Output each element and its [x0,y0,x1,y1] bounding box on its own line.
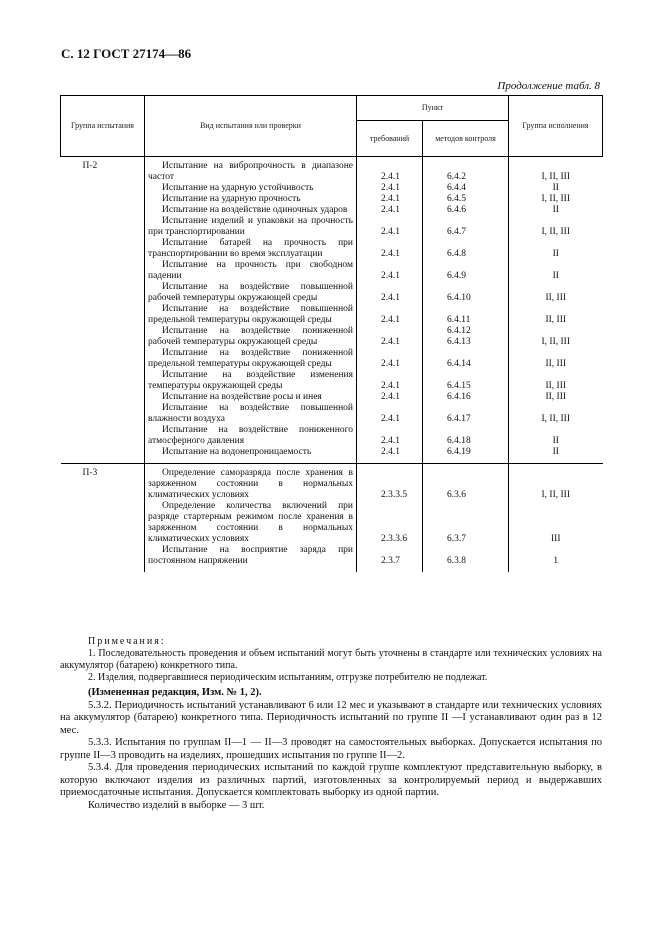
exec-group: I, II, III [509,157,603,184]
req-clause: 2.4.1 [357,348,423,370]
test-name: Испытание на воздействие пониженной рабочей температуры окружающей среды [145,326,357,348]
header-kind: Вид испытания или проверки [145,96,357,157]
exec-group: II, III [545,293,567,303]
method-clause: 6.4.17 [423,403,509,425]
req-clause: 2.4.1 [357,194,423,205]
method-clause: 6.4.5 [423,194,509,205]
req-clause: 2.4.1 [357,447,423,464]
revision-note: (Измененная редакция, Изм. № 1, 2). [88,687,262,698]
test-name: Определение саморазряда после хранения в заряженном состоянии в нормальных климатических условиях [145,464,357,502]
test-name: Испытание на восприятие заряда при постоянном напряжении [145,545,357,572]
test-name: Испытание на водонепроницаемость [145,447,357,464]
method-clause: 6.4.9 [423,260,509,282]
req-clause: 2.4.1 [357,370,423,392]
exec-group: 1 [553,556,559,566]
test-name: Испытание на воздействие повышенной предельной температуры окружающей среды [145,304,357,326]
method-clause: 6.4.12 6.4.13 [423,326,509,348]
req-clause: 2.3.7 [357,545,423,572]
test-table [60,95,603,572]
method-clause: 6.3.8 [423,545,509,572]
req-clause: 2.4.1 [357,216,423,238]
paragraph-5-3-3: 5.3.3. Испытания по группам II—1 — II—3 проводят на самостоятельных выборках. Допускается испытания по группе II—3 проводить на изделиях, прошедших испытания по группе II—2. [60,737,602,761]
req-clause: 2.3.3.6 [357,501,423,545]
header-punkt: Пункт [357,96,509,121]
exec-group: I, II, III [541,337,570,347]
req-clause: 2.4.1 [357,392,423,403]
header-exec: Группа исполнения [509,96,603,157]
exec-group: II [552,183,559,193]
test-name: Испытание на воздействие одиночных ударов [145,205,357,216]
page-header: С. 12 ГОСТ 27174—86 [61,46,192,61]
method-clause: 6.4.10 [423,282,509,304]
req-clause: 2.4.1 [357,403,423,425]
test-name: Испытание на воздействие пониженного атмосферного давления [145,425,357,447]
exec-group: II [552,205,559,215]
note-1: 1. Последовательность проведения и объем испытаний могут быть уточнены в стандарте или технических условиях на аккумулятор (батарею) конкретного типа. [60,648,602,671]
exec-group: I, II, III [541,194,570,204]
notes-block [60,636,602,684]
method-clause: 6.4.14 [423,348,509,370]
method-clause: 6.4.8 [423,238,509,260]
req-clause: 2.4.1 [357,282,423,304]
exec-group: III [551,534,561,544]
exec-group: II, III [545,315,567,325]
test-name: Испытание на воздействие повышенной влажности воздуха [145,403,357,425]
req-clause: 2.3.3.5 [357,464,423,502]
table-row [61,157,603,184]
paragraph-5-3-4: 5.3.4. Для проведения периодических испытаний по каждой группе комплектуют представительную выборку, в которую включают изделия из различных партий, изготовленных за контролируемый период и выдержавших приемосдаточные испытания. Допускается комплектовать выборку из одной партии. [60,762,602,798]
exec-group: II [552,249,559,259]
method-clause: 6.4.6 [423,205,509,216]
sample-size: Количество изделий в выборке — 3 шт. [88,799,265,811]
req-clause: 2.4.1 [357,304,423,326]
header-methods: методов контроля [423,121,509,157]
req-clause: 2.4.1 [357,205,423,216]
test-name: Определение количества включений при разряде стартерным режимом после хранения в заряженном состоянии в нормальных климатических условиях [145,501,357,545]
test-name: Испытание на воздействие изменения температуры окружающей среды [145,370,357,392]
group-name: П-3 [61,464,145,573]
notes-heading: Примечания: [88,636,166,647]
exec-group: II [552,447,559,457]
method-clause: 6.3.6 [423,464,509,502]
table-row [61,464,603,502]
req-clause: 2.4.1 [357,326,423,348]
method-clause: 6.4.16 [423,392,509,403]
group-name: П-2 [61,157,145,464]
test-name: Испытание на вибропрочность в диапазоне частот [145,157,357,184]
header-req: требований [357,121,423,157]
test-name: Испытание на воздействие повышенной рабочей температуры окружающей среды [145,282,357,304]
method-clause: 6.4.11 [423,304,509,326]
paragraph-5-3-2: 5.3.2. Периодичность испытаний устанавливают 6 или 12 мес и указывают в стандарте или технических условиях на аккумулятор (батарею) конкретного типа. Периодичность испытаний по группе II —I устанавливают один раз в 12 мес. [60,699,602,736]
method-clause: 6.4.18 [423,425,509,447]
method-clause: 6.4.2 [423,157,509,184]
table-continuation-label: Продолжение табл. 8 [497,80,600,92]
req-clause: 2.4.1 [357,183,423,194]
req-clause: 2.4.1 [357,260,423,282]
method-clause: 6.4.15 [423,370,509,392]
exec-group: I, II, III [541,227,570,237]
test-name: Испытание на воздействие росы и инея [145,392,357,403]
req-clause: 2.4.1 [357,238,423,260]
method-clause: 6.4.7 [423,216,509,238]
method-clause: 6.4.19 [423,447,509,464]
req-clause: 2.4.1 [357,157,423,184]
test-name: Испытание на воздействие пониженной предельной температуры окружающей среды [145,348,357,370]
test-name: Испытание на ударную устойчивость [145,183,357,194]
req-clause: 2.4.1 [357,425,423,447]
exec-group: II [552,271,559,281]
body-text [60,687,602,812]
exec-group: II [552,436,559,446]
header-group: Группа испытания [61,96,145,157]
exec-group: II, III [545,359,567,369]
exec-group: I, II, III [541,414,570,424]
exec-group: II, III [545,392,567,402]
test-name: Испытание на прочность при свободном падении [145,260,357,282]
exec-group: I, II, III [509,464,603,502]
method-clause: 6.3.7 [423,501,509,545]
note-2: 2. Изделия, подвергавшиеся периодическим испытаниям, отгрузке потребителю не подлежат. [88,672,488,683]
test-name: Испытание батарей на прочность при транспортировании во время эксплуатации [145,238,357,260]
test-name: Испытание изделий и упаковки на прочность при транспортировании [145,216,357,238]
test-name: Испытание на ударную прочность [145,194,357,205]
method-clause: 6.4.4 [423,183,509,194]
exec-group: II, III [545,381,567,391]
